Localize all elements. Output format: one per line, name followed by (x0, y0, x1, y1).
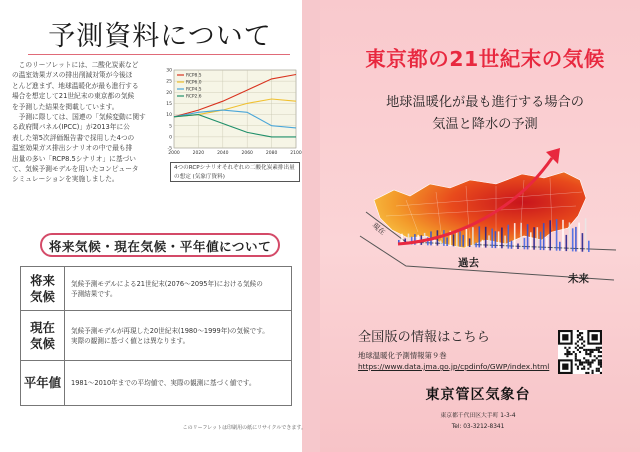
precip-bar (575, 227, 577, 252)
chart-y-tick-label: 25 (166, 79, 172, 85)
precip-bar (537, 227, 539, 250)
precip-bar (459, 232, 461, 247)
organization-name: 東京管区気象台 (425, 387, 531, 403)
definition-term: 将来 気候 (21, 267, 65, 310)
precip-bar (501, 228, 503, 249)
definition-term: 現在 気候 (21, 311, 65, 360)
precip-bar (433, 240, 435, 246)
precip-bar (495, 231, 497, 248)
chart-y-tick-label: -5 (167, 146, 172, 152)
definition-text: 気候予測モデルが再現した20世紀末(1980〜1999年)の気候です。 実際の観測に基づく値とは異なります。 (71, 326, 269, 345)
precip-bar (472, 227, 474, 247)
definitions-table (20, 266, 292, 406)
info-link[interactable]: https://www.data.jma.go.jp/cpdinfo/GWP/index.html (358, 362, 550, 371)
rcp-emission-chart (160, 64, 300, 174)
cover-subtitle: 地球温暖化が最も進行する場合の 気温と降水の予測 (386, 95, 584, 132)
tokyo-heat-map-illustration (346, 140, 624, 288)
precip-bar (479, 226, 481, 247)
past-label: 過去 (458, 257, 479, 269)
precip-bar (443, 230, 445, 246)
intro-paragraph: このリーフレットには、二酸化炭素など の温室効果ガスの排出削減対策が今後ほ とんど進まず、地球温暖化が最も進行する 場合を想定して21世紀末の東京都の気候 を予測した結果を掲載しています。 予測に際しては、国連の「気候変動に関す る政府間パネル(IPCC)」が2013年に公 表した第5次評価報告書で採用した4つの 温室効果ガス排出シナリオの中で最も排 出量の多い「RCP8.5シナリオ」に基づい て、気候予測モデルを用いたコンピュータ シミュレーションを実施しました。 (12, 61, 146, 184)
precip-bar (453, 234, 455, 246)
qr-code-icon[interactable] (558, 330, 602, 374)
precip-bar (446, 238, 448, 247)
precip-bar (462, 235, 464, 247)
organization-address: 東京都千代田区大手町 1-3-4 (440, 413, 516, 419)
chart-y-tick-label: 10 (166, 113, 172, 119)
precip-bar (466, 229, 468, 247)
precip-bar (456, 232, 458, 246)
precip-bar (517, 244, 519, 250)
definition-text: 気候予測モデルによる21世紀末(2076〜2095年)における気候の 予測結果です。 (71, 279, 263, 298)
precip-bar (469, 238, 471, 247)
future-label: 未来 (568, 273, 589, 285)
precip-bar (508, 225, 510, 249)
definition-text: 1981〜2010年までの平均値で、実際の観測に基づく値です。 (71, 379, 256, 387)
chart-y-tick-label: 5 (169, 124, 172, 130)
precip-bar (566, 235, 568, 251)
chart-x-tick-label: 2000 (168, 151, 180, 156)
chart-x-tick-label: 2100 (290, 151, 302, 156)
chart-x-tick-label: 2040 (217, 151, 229, 156)
precip-bar (556, 219, 558, 251)
precip-bar (475, 243, 477, 248)
now-label: 現在 (370, 221, 387, 237)
section-badge: 将来気候・現在気候・平年値について (40, 233, 280, 257)
precip-bar (491, 229, 493, 248)
page-title: 予測資料について (48, 21, 272, 52)
recycle-note: このリーフレットは印刷用の紙にリサイクルできます。 (182, 425, 306, 431)
precip-bar (524, 238, 526, 249)
info-document: 地球温暖化予測情報第９巻 (358, 351, 447, 360)
chart-legend-label: RCP6.0 (186, 80, 202, 86)
precip-bar (504, 236, 506, 249)
cover-title: 東京都の21世紀末の気候 (365, 47, 605, 71)
chart-y-tick-label: 20 (166, 90, 172, 96)
definition-term: 平年値 (21, 361, 65, 405)
chart-legend-label: RCP4.5 (186, 87, 202, 93)
precip-bar (553, 244, 555, 250)
precip-bar (527, 224, 529, 249)
precip-bar (511, 241, 513, 249)
precip-bar (520, 223, 522, 249)
precip-bar (514, 223, 516, 249)
definition-row-normal (21, 361, 291, 405)
precip-bar (485, 227, 487, 248)
title-divider (28, 54, 290, 55)
chart-y-tick-label: 15 (166, 102, 172, 108)
page-fold-strip (302, 0, 320, 452)
precip-bar (533, 227, 535, 250)
precip-bar (582, 233, 584, 252)
precip-bar (417, 235, 419, 245)
precip-bar (549, 220, 551, 250)
precip-bar (562, 220, 564, 251)
precip-bar (588, 241, 590, 252)
precip-bar (572, 228, 574, 251)
info-heading: 全国版の情報はこちら (358, 330, 490, 345)
chart-x-tick-label: 2080 (265, 151, 278, 156)
definition-row-present (21, 311, 291, 361)
precip-bar (498, 231, 500, 248)
precip-bar (530, 232, 532, 249)
chart-x-tick-label: 2020 (192, 151, 205, 156)
chart-caption: 4つのRCPシナリオそれぞれの二酸化炭素排出量の想定 (気象庁資料) (170, 162, 300, 182)
precip-bar (540, 232, 542, 250)
organization-tel: Tel: 03-3212-8341 (451, 424, 505, 430)
precip-bar (543, 223, 545, 250)
precip-bar (585, 218, 587, 252)
precip-bar (482, 240, 484, 248)
precip-bar (488, 235, 490, 247)
precip-bar (559, 242, 561, 251)
precip-bar (546, 238, 548, 251)
chart-legend-label: RCP2.6 (186, 94, 202, 100)
chart-x-tick-label: 2060 (241, 151, 253, 156)
chart-y-tick-label: 0 (169, 135, 172, 141)
chart-legend-label: RCP8.5 (186, 73, 202, 79)
precip-bar (578, 223, 580, 252)
precip-bar (440, 241, 442, 246)
chart-y-tick-label: 30 (166, 68, 172, 74)
definition-row-future (21, 267, 291, 311)
precip-bar (569, 222, 571, 251)
